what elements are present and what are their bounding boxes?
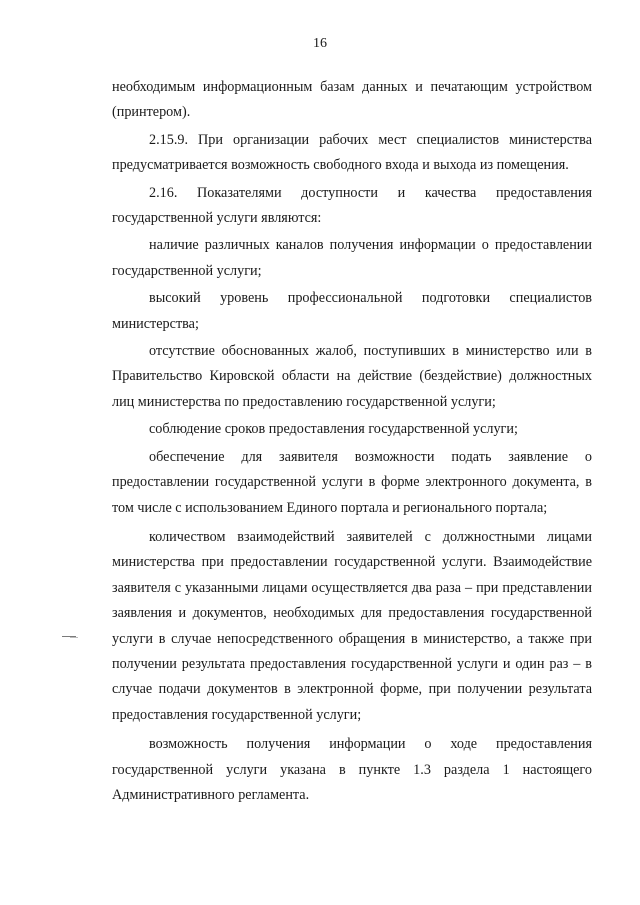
list-item-progress-info: возможность получения информации о ходе предоставления государственной услуги указана в пункте 1.3 раздела 1 настоящего Административного регламента. — [112, 736, 592, 803]
list-item-electronic-submission: обеспечение для заявителя возможности подать заявление о предоставлении государственной услуги в форме электронного документа, в том числе с использованием Единого портала и регионального портала; — [112, 448, 592, 516]
paragraph-2-16: 2.16. Показателями доступности и качества предоставления государственной услуги являются: — [112, 184, 592, 227]
list-item-complaints: отсутствие обоснованных жалоб, поступивших в министерство или в Правительство Кировской области на действие (бездействие) должностных лиц министерства по предоставлению государственной услуги; — [112, 343, 592, 410]
document-body — [112, 75, 592, 808]
list-item-qualification: высокий уровень профессиональной подготовки специалистов министерства; — [112, 290, 592, 332]
list-item-deadlines: соблюдение сроков предоставления государственной услуги; — [149, 421, 518, 438]
scan-artifact-mark — [70, 637, 78, 638]
list-item-interactions: количеством взаимодействий заявителей с должностными лицами министерства при предоставлении государственной услуги. Взаимодействие заявителя с указанными лицами осуществляется два раза – при представлении заявления и документов, необходимых для предоставления государственной услуги в случае непосредственного обращения в министерство, а также при получении результата предоставления государственной услуги и один раз – в случае подачи документов в электронной форме, при получении результата предоставления государственной услуги; — [112, 528, 592, 723]
paragraph-continuation: необходимым информационным базам данных и печатающим устройством (принтером). — [112, 79, 592, 121]
page-number: 16 — [313, 36, 327, 51]
list-item-info-channels: наличие различных каналов получения информации о предоставлении государственной услуги; — [112, 237, 592, 279]
paragraph-2-15-9: 2.15.9. При организации рабочих мест специалистов министерства предусматривается возможность свободного входа и выхода из помещения. — [112, 131, 592, 174]
